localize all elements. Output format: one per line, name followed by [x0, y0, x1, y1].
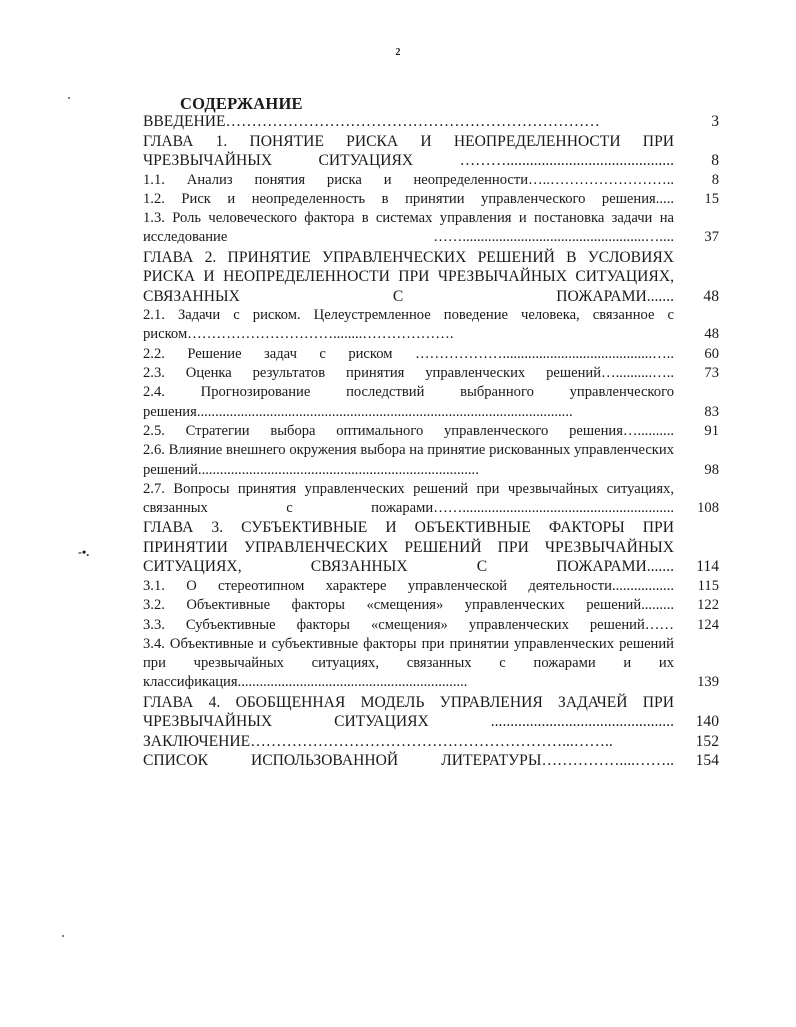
toc-entry-page: 98: [704, 461, 719, 478]
toc-entry-page: 15: [704, 190, 719, 207]
toc-entry-chapter-3: [143, 518, 727, 577]
toc-entry-section-3-1: [143, 577, 727, 596]
speck: [62, 935, 64, 937]
table-of-contents: [143, 112, 727, 771]
toc-entry-conclusion: [143, 732, 727, 752]
toc-entry-chapter-2: [143, 248, 727, 307]
toc-entry-page: 115: [697, 577, 719, 594]
toc-entry-page: 139: [697, 674, 719, 691]
toc-entry-text: 2.3. Оценка результатов принятия управленческих решений…..........…..: [143, 365, 674, 382]
toc-entry-chapter-1: [143, 132, 727, 171]
speck: [68, 97, 70, 99]
toc-entry-section-1-1: [143, 171, 727, 190]
toc-entry-page: 48: [703, 287, 719, 305]
toc-entry-text: 2.7. Вопросы принятия управленческих решений при чрезвычайных ситуациях, связанных с пожарами……..........................................................: [143, 480, 674, 517]
toc-entry-page: 124: [697, 616, 719, 633]
toc-entry-section-2-6: [143, 441, 727, 480]
toc-title: СОДЕРЖАНИЕ: [180, 94, 303, 113]
page-number: 2: [395, 47, 401, 58]
toc-entry-section-2-5: [143, 422, 727, 441]
toc-entry-section-3-3: [143, 616, 727, 635]
toc-entry-section-1-3: [143, 209, 727, 248]
toc-entry-text: ГЛАВА 3. СУБЪЕКТИВНЫЕ И ОБЪЕКТИВНЫЕ ФАКТОРЫ ПРИ ПРИНЯТИИ УПРАВЛЕНЧЕСКИХ РЕШЕНИЙ ПРИ ЧРЕЗВЫЧАЙНЫХ СИТУАЦИЯХ, СВЯЗАННЫХ С ПОЖАРАМИ.......: [143, 519, 674, 576]
toc-entry-introduction: [143, 112, 727, 132]
toc-entry-page: 73: [704, 365, 719, 382]
toc-entry-page: 152: [695, 732, 719, 750]
toc-entry-page: 3: [711, 113, 719, 130]
toc-entry-page: 48: [704, 326, 719, 343]
toc-entry-text: 1.1. Анализ понятия риска и неопределенности…..……………………..: [143, 171, 674, 188]
toc-entry-page: 108: [697, 500, 719, 517]
toc-entry-text: 2.1. Задачи с риском. Целеустремленное поведение человека, связанное с риском…………………………........……………….: [143, 307, 674, 343]
toc-entry-text: ЗАКЛЮЧЕНИЕ……………………………………………………...……..: [143, 732, 613, 750]
toc-entry-section-2-7: [143, 480, 727, 519]
toc-entry-page: 60: [704, 345, 719, 362]
toc-entry-page: 37: [704, 229, 719, 246]
toc-entry-text: 2.5. Стратегии выбора оптимального управленческого решения…..........: [143, 422, 674, 439]
toc-entry-section-2-4: [143, 383, 727, 422]
toc-entry-text: 3.2. Объективные факторы «смещения» управленческих решений.........: [143, 597, 674, 614]
toc-entry-text: 2.4. Прогнозирование последствий выбранного управленческого решения.......................................................................................................: [143, 384, 674, 420]
toc-entry-text: 3.3. Субъективные факторы «смещения» управленческих решений……: [143, 616, 674, 633]
toc-entry-section-3-4: [143, 635, 727, 693]
toc-entry-page: 122: [697, 597, 719, 614]
toc-entry-chapter-4: [143, 693, 727, 732]
toc-entry-section-1-2: [143, 190, 727, 209]
toc-entry-page: 8: [711, 152, 719, 169]
toc-entry-section-2-3: [143, 364, 727, 383]
toc-entry-page: 91: [704, 422, 719, 439]
toc-entry-section-2-1: [143, 306, 727, 345]
toc-entry-text: 3.1. О стереотипном характере управленческой деятельности.................: [143, 577, 674, 594]
toc-entry-page: 8: [711, 171, 719, 188]
toc-entry-references: [143, 751, 727, 771]
toc-entry-page: 140: [695, 713, 719, 731]
toc-entry-text: 1.3. Роль человеческого фактора в системах управления и постановка задачи на исследование ……..................................................…....: [143, 210, 674, 246]
toc-entry-text: ГЛАВА 4. ОБОБЩЕННАЯ МОДЕЛЬ УПРАВЛЕНИЯ ЗАДАЧЕЙ ПРИ ЧРЕЗВЫЧАЙНЫХ СИТУАЦИЯХ ...............................................: [143, 693, 674, 731]
toc-entry-text: ГЛАВА 2. ПРИНЯТИЕ УПРАВЛЕНЧЕСКИХ РЕШЕНИЙ В УСЛОВИЯХ РИСКА И НЕОПРЕДЕЛЕННОСТИ ПРИ ЧРЕЗВЫЧАЙНЫХ СИТУАЦИЯХ, СВЯЗАННЫХ С ПОЖАРАМИ.......: [143, 248, 674, 305]
toc-entry-text: ВВЕДЕНИЕ………………………………………………………………: [143, 113, 600, 130]
toc-entry-section-3-2: [143, 596, 727, 615]
toc-entry-text: ГЛАВА 1. ПОНЯТИЕ РИСКА И НЕОПРЕДЕЛЕННОСТИ ПРИ ЧРЕЗВЫЧАЙНЫХ СИТУАЦИЯХ ………...........................................: [143, 132, 674, 169]
toc-entry-page: 114: [696, 558, 719, 576]
toc-entry-section-2-2: [143, 345, 727, 364]
toc-entry-text: 2.6. Влияние внешнего окружения выбора на принятие рискованных управленческих решений.............................................................................: [143, 442, 674, 478]
toc-entry-text: 2.2. Решение задач с риском ……………….........................................…..: [143, 345, 674, 362]
toc-entry-text: 1.2. Риск и неопределенность в принятии управленческого решения.....: [143, 190, 674, 207]
toc-entry-page: 154: [695, 752, 719, 770]
toc-entry-page: 83: [704, 403, 719, 420]
toc-entry-text: СПИСОК ИСПОЛЬЗОВАННОЙ ЛИТЕРАТУРЫ……………....……..: [143, 752, 674, 770]
margin-mark: -•.: [78, 545, 90, 559]
toc-entry-text: 3.4. Объективные и субъективные факторы при принятии управленческих решений при чрезвычайных ситуациях, связанных с пожарами и их классификация...............................................................: [143, 635, 674, 691]
